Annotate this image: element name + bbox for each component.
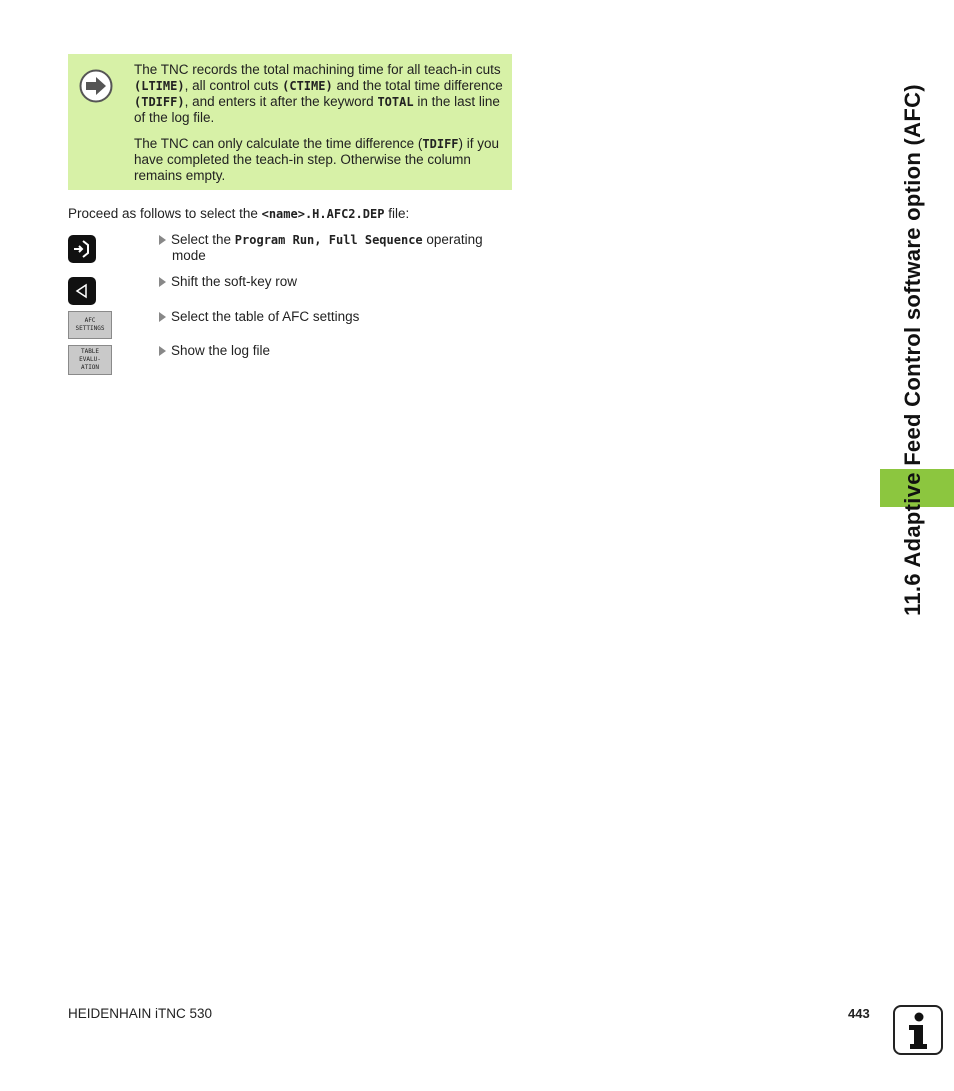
page-number: 443 [848, 1006, 870, 1021]
bullet-triangle-icon [159, 235, 166, 245]
shift-left-triangle-icon [72, 281, 92, 301]
note-paragraph-2: The TNC can only calculate the time difference (TDIFF) if you have completed the teach-in step. Otherwise the column remains empty. [134, 136, 500, 183]
step-1: Select the Program Run, Full Sequence operating mode [159, 232, 504, 264]
note-paragraph-1: The TNC records the total machining time for all teach-in cuts (LTIME), all control cuts (CTIME) and the total time difference (TDIFF), and enters it after the keyword TOTAL in the last line of the log file. [134, 62, 503, 125]
arrow-right-icon [79, 69, 113, 103]
bullet-triangle-icon [159, 312, 166, 322]
step-3: Select the table of AFC settings [159, 309, 504, 325]
bullet-triangle-icon [159, 346, 166, 356]
program-run-key-icon [71, 238, 93, 260]
shift-softkey-row-key[interactable] [68, 277, 96, 305]
program-run-key[interactable] [68, 235, 96, 263]
intro-text: Proceed as follows to select the <name>.H.AFC2.DEP file: [68, 206, 410, 221]
table-evaluation-softkey[interactable]: TABLE EVALU- ATION [68, 345, 112, 375]
afc-settings-softkey[interactable]: AFC SETTINGS [68, 311, 112, 339]
footer-product: HEIDENHAIN iTNC 530 [68, 1006, 213, 1021]
note-text [134, 62, 506, 194]
note-box [68, 54, 512, 190]
bullet-triangle-icon [159, 277, 166, 287]
step-4: Show the log file [159, 343, 504, 359]
step-2: Shift the soft-key row [159, 274, 504, 290]
info-icon [893, 1005, 943, 1055]
